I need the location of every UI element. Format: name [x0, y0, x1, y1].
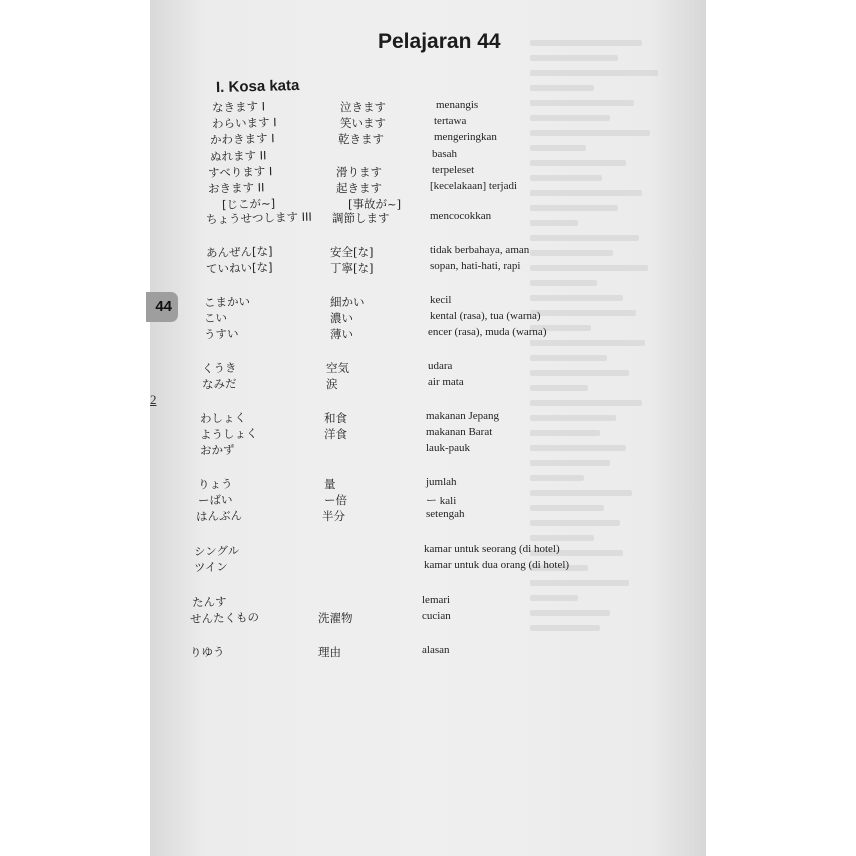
vocab-meaning: sopan, hati-hati, rapi: [430, 260, 521, 272]
vocab-kana: うすい: [203, 326, 239, 342]
vocab-kanji: 細かい: [330, 295, 365, 309]
vocab-kana: ちょうせつします III: [205, 209, 313, 227]
vocab-row: [150, 376, 706, 394]
vocab-meaning: [kecelakaan] terjadi: [430, 180, 518, 192]
background-left: [0, 0, 152, 856]
vocab-kanji: 笑います: [340, 116, 386, 130]
vocab-meaning: kamar untuk seorang (di hotel): [424, 543, 560, 555]
vocab-kanji: 和食: [324, 411, 347, 425]
vocab-kanji: 量: [324, 477, 336, 491]
vocab-kanji: 理由: [318, 645, 341, 659]
vocab-kana: ーばい: [197, 492, 233, 508]
vocab-kana: ぬれます II: [209, 148, 267, 164]
vocab-kana: ようしょく: [199, 426, 258, 442]
vocab-meaning: terpeleset: [432, 164, 475, 176]
vocab-kana: はんぶん: [195, 508, 243, 524]
vocab-kana: りょう: [197, 476, 233, 492]
vocab-row: [150, 210, 706, 228]
vocab-kanji: 洋食: [324, 427, 347, 441]
vocab-kana: ツイン: [193, 559, 229, 575]
vocab-meaning: kental (rasa), tua (warna): [430, 310, 541, 322]
book-page: [150, 0, 706, 856]
vocab-row: [150, 131, 706, 149]
vocab-kanji: 涙: [326, 377, 338, 391]
vocab-meaning: makanan Jepang: [426, 410, 499, 422]
vocab-meaning: tertawa: [434, 115, 467, 127]
vocab-meaning: mencocokkan: [430, 210, 492, 222]
side-page-number: 2: [150, 392, 157, 407]
vocab-kanji: 半分: [322, 509, 345, 523]
vocab-kana: すべります I: [207, 164, 273, 180]
vocab-meaning: kamar untuk dua orang (di hotel): [424, 559, 570, 571]
vocab-kanji: ー倍: [324, 493, 347, 507]
vocab-row: [150, 644, 706, 662]
vocab-meaning: jumlah: [426, 476, 457, 488]
vocab-kana: おかず: [199, 442, 235, 458]
vocab-meaning: menangis: [436, 99, 479, 111]
vocab-meaning: makanan Barat: [426, 426, 493, 438]
section-title: I. Kosa kata: [215, 76, 300, 97]
vocab-kanji: [事故が~]: [348, 197, 402, 211]
vocab-kana: こまかい: [203, 294, 251, 310]
vocab-kana: せんたくもの: [189, 610, 260, 626]
vocab-meaning: basah: [432, 148, 458, 160]
vocab-meaning: tidak berbahaya, aman: [430, 244, 530, 256]
vocab-kanji: 乾きます: [338, 132, 384, 146]
vocab-meaning: udara: [428, 360, 453, 372]
vocab-kana: なきます I: [211, 99, 266, 115]
vocab-kana: くうき: [201, 360, 237, 376]
vocab-kana: かわきます I: [209, 131, 275, 147]
chapter-tab: 44: [146, 292, 178, 322]
vocab-meaning: cucian: [422, 610, 451, 622]
vocab-row: [150, 559, 706, 577]
vocab-kanji: 丁寧[な]: [330, 261, 374, 275]
vocab-kana: わしょく: [199, 410, 247, 426]
vocab-meaning: kecil: [430, 294, 452, 306]
vocab-kana: [じこが~]: [221, 196, 276, 212]
vocab-kana: たんす: [191, 594, 227, 610]
vocab-kanji: 起きます: [336, 181, 382, 195]
vocab-kanji: 薄い: [330, 327, 353, 341]
vocab-kanji: 泣きます: [340, 100, 386, 114]
vocab-kana: ていねい[な]: [205, 260, 273, 276]
vocab-row: [150, 610, 706, 628]
vocab-kana: りゆう: [189, 644, 225, 660]
vocab-kanji: 空気: [326, 361, 349, 375]
vocab-kana: おきます II: [207, 180, 265, 196]
vocab-kanji: 濃い: [330, 311, 353, 325]
vocab-row: [150, 508, 706, 526]
vocab-kanji: 滑ります: [336, 165, 382, 179]
background-right: [706, 0, 856, 856]
vocab-kanji: 調節します: [332, 211, 390, 225]
vocab-meaning: encer (rasa), muda (warna): [428, 326, 547, 338]
vocab-meaning: setengah: [426, 508, 465, 520]
vocab-meaning: ー kali: [426, 495, 457, 507]
vocab-meaning: lemari: [422, 594, 451, 606]
page-title: Pelajaran 44: [378, 30, 501, 53]
vocab-row: [150, 326, 706, 344]
vocab-kana: あんぜん[な]: [205, 244, 273, 260]
vocab-meaning: air mata: [428, 376, 464, 388]
vocab-row: [150, 260, 706, 278]
vocab-kanji: 洗濯物: [318, 611, 353, 625]
vocab-kana: シングル: [193, 543, 240, 559]
vocab-kanji: 安全[な]: [330, 245, 374, 259]
vocab-meaning: mengeringkan: [434, 131, 497, 143]
vocab-kana: こい: [203, 310, 228, 326]
vocab-meaning: alasan: [422, 644, 450, 656]
vocab-kana: わらいます I: [211, 115, 277, 131]
vocab-meaning: lauk-pauk: [426, 442, 470, 454]
vocab-row: [150, 442, 706, 460]
vocab-kana: なみだ: [201, 376, 237, 392]
